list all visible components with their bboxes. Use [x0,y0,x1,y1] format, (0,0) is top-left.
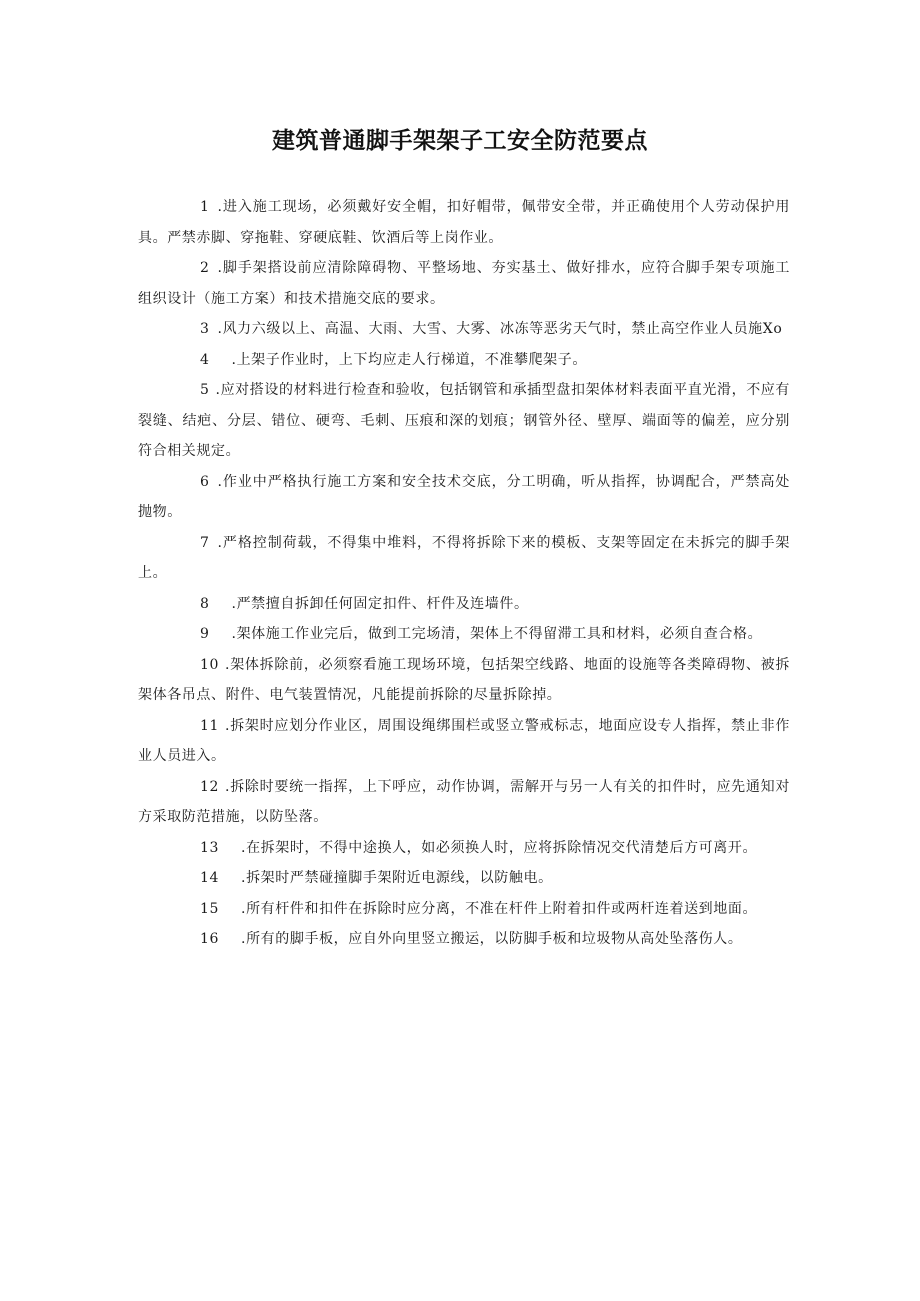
item-number: 3 [200,321,210,337]
item-text: .拆除时要统一指挥，上下呼应，动作协调，需解开与另一人有关的扣件时，应先通知对方采取防范措施，以防坠落。 [138,778,790,825]
item-text: .拆架时应划分作业区，周围设绳绑围栏或竖立警戒标志，地面应设专人指挥，禁止非作业人员进入。 [138,717,790,764]
item-text: .风力六级以上、高温、大雨、大雪、大雾、冰冻等恶劣天气时，禁止高空作业人员施Xo [217,321,783,337]
list-item [138,528,790,589]
item-text: .作业中严格执行施工方案和安全技术交底，分工明确，听从指挥，协调配合，严禁高处抛物。 [138,473,790,520]
list-item [138,863,790,894]
list-item [138,253,790,314]
list-item [138,192,790,253]
item-text: .架体施工作业完后，做到工完场清，架体上不得留滞工具和材料，必须自查合格。 [231,626,763,642]
document-title: 建筑普通脚手架架子工安全防范要点 [272,128,648,154]
item-number: 11 [200,717,220,734]
item-number: 12 [200,778,220,795]
item-number: 10 [200,656,220,673]
list-item [138,894,790,925]
item-text: .应对搭设的材料进行检查和验收，包括钢管和承插型盘扣架体材料表面平直光滑，不应有裂缝、结疤、分层、错位、硬弯、毛刺、压痕和深的划痕；钢管外径、壁厚、端面等的偏差，应分别符合相关规定。 [138,382,790,459]
item-text: .严格控制荷载，不得集中堆料，不得将拆除下来的模板、支架等固定在未拆完的脚手架上。 [138,534,790,581]
item-number: 13 [200,839,220,856]
item-number: 9 [200,626,210,642]
item-text: .在拆架时，不得中途换人，如必须换人时，应将拆除情况交代清楚后方可离开。 [241,839,758,856]
list-item [138,467,790,528]
item-number: 5 [200,382,210,398]
list-item [138,589,790,620]
list-item [138,314,790,345]
item-number: 1 [200,199,210,215]
list-item [138,924,790,955]
item-text: .脚手架搭设前应清除障碍物、平整场地、夯实基土、做好排水，应符合脚手架专项施工组织设计（施工方案）和技术措施交底的要求。 [138,260,790,307]
item-text: .拆架时严禁碰撞脚手架附近电源线，以防触电。 [241,870,553,886]
list-item [138,619,790,650]
list-item [138,345,790,376]
item-number: 4 [200,351,210,368]
item-number: 14 [200,870,220,886]
item-text: .上架子作业时，上下均应走人行梯道，不准攀爬架子。 [231,351,587,368]
item-number: 6 [200,473,210,490]
safety-items-list [138,192,790,955]
item-text: .架体拆除前，必须察看施工现场环境，包括架空线路、地面的设施等各类障碍物、被拆架体各吊点、附件、电气装置情况，凡能提前拆除的尽量拆除掉。 [138,656,790,703]
list-item [138,650,790,711]
item-text: .进入施工现场，必须戴好安全帽，扣好帽带，佩带安全带，并正确使用个人劳动保护用具。严禁赤脚、穿拖鞋、穿硬底鞋、饮酒后等上岗作业。 [138,199,790,246]
list-item [138,711,790,772]
list-item [138,833,790,864]
item-number: 15 [200,900,220,917]
item-text: .严禁擅自拆卸任何固定扣件、杆件及连墙件。 [231,595,529,612]
item-text: .所有杆件和扣件在拆除时应分离，不准在杆件上附着扣件或两杆连着送到地面。 [241,900,758,917]
item-number: 8 [200,595,210,612]
item-number: 16 [200,931,220,947]
item-number: 2 [200,260,210,276]
item-number: 7 [200,534,210,551]
list-item [138,772,790,833]
item-text: .所有的脚手板，应自外向里竖立搬运，以防脚手板和垃圾物从高处坠落伤人。 [241,931,743,947]
list-item [138,375,790,467]
